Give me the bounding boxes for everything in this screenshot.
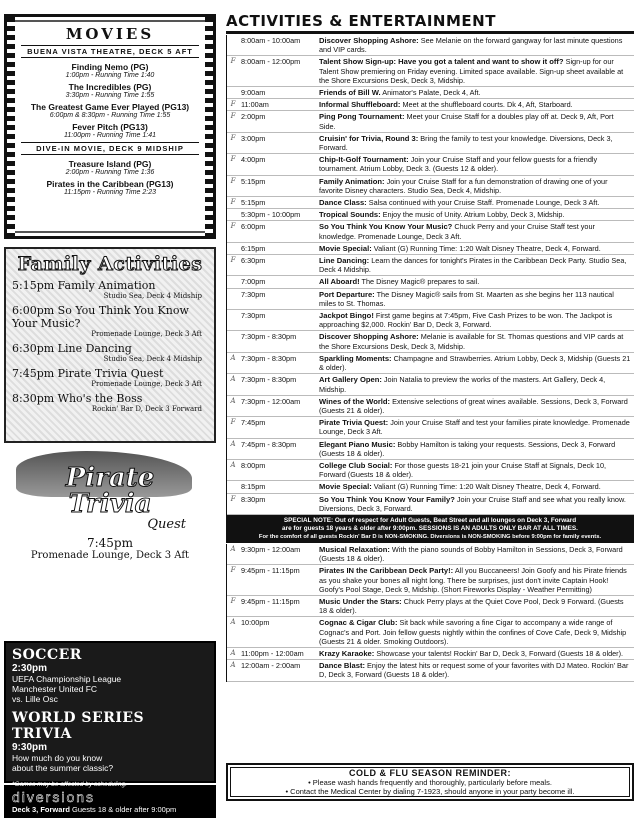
- event-description: [319, 210, 634, 219]
- schedule-row: [227, 439, 634, 460]
- schedule-row: [227, 331, 634, 352]
- games-note: *Games may be affected by scheduling.: [12, 781, 127, 788]
- event-details: Animator's Palate, Deck 4, Aft.: [380, 88, 481, 98]
- event-name: Cognac & Cigar Club:: [319, 618, 398, 628]
- schedule-row: [227, 289, 634, 310]
- event-time: 8:00am - 10:00am: [241, 36, 301, 45]
- movies-box: [4, 14, 216, 239]
- movie-name: Finding Nemo (PG): [71, 62, 149, 72]
- event-description: [319, 618, 634, 646]
- movie-time: 2:00pm - Running Time 1:36: [65, 169, 155, 176]
- sidebar: [4, 14, 216, 818]
- schedule-row: [227, 99, 634, 111]
- cold-item: • Contact the Medical Center by dialing 7-1923, should anyone in your party become ill.: [285, 787, 575, 796]
- event-details: For those guests 18-21 join your Cruise Staff at Signals, Deck 10, Forward (Guests 18 & older).: [319, 460, 607, 480]
- pirate-time: 7:45pm: [86, 536, 133, 550]
- event-name: Tropical Sounds:: [319, 210, 381, 220]
- event-name: Sparkling Moments:: [319, 353, 392, 363]
- movie-item: [15, 102, 205, 119]
- diversions-banner: [4, 785, 216, 818]
- event-name: Movie Special:: [319, 482, 372, 492]
- movie-time: 11:15pm - Running Time 2:23: [63, 189, 157, 196]
- audience-icon: A: [230, 618, 236, 627]
- event-time: 7:30pm - 8:30pm: [241, 375, 297, 385]
- event-details: Sign-up for our Talent Show premiering on Friday evening. Limited space available. Sign-up sheet available at the Shore Excursions Desk, Deck 3, Midship.: [319, 57, 624, 85]
- event-time: 5:15pm: [241, 176, 266, 186]
- event-time: 8:00pm: [241, 460, 266, 470]
- movie-name: Pirates in the Caribbean (PG13): [46, 179, 174, 189]
- event-description: [319, 290, 634, 308]
- event-name: Musical Relaxation:: [319, 544, 390, 554]
- event-description: [319, 57, 634, 85]
- schedule-row: [227, 276, 634, 288]
- event-details: First game begins at 7:45pm, Five Cash Prizes to be won. The Jackpot is approaching $2,000. Rockin' Bar D, Deck 3, Forward.: [319, 311, 613, 330]
- world-series-line: How much do you know: [12, 753, 103, 763]
- film-strip-right: [205, 17, 213, 236]
- event-description: [319, 134, 634, 152]
- event-name: Cruisin' for Trivia, Round 3:: [319, 133, 419, 143]
- event-description: [319, 155, 634, 173]
- schedule-list: [226, 35, 634, 515]
- event-description: [319, 332, 634, 350]
- event-time: 7:30pm - 8:30pm: [241, 332, 297, 342]
- audience-icon: A: [230, 439, 236, 448]
- pirate-trivia-box: [4, 451, 216, 633]
- event-time: 6:15pm: [241, 243, 266, 253]
- family-item-location: Promenade Lounge, Deck 3 Aft: [91, 380, 202, 388]
- event-description: [319, 545, 634, 563]
- event-details: See Melanie on the forward gangway for last minute questions and VIP cards.: [319, 36, 623, 55]
- movie-time: 11:00pm - Running Time 1:41: [63, 132, 157, 139]
- event-time: 8:00am - 12:00pm: [241, 57, 301, 67]
- audience-icon: F: [230, 256, 236, 265]
- event-details: Learn the dances for tonight's Pirates in the Caribbean Deck Party. Studio Sea, Deck 4 Midship.: [319, 256, 627, 275]
- schedule-row: [227, 154, 634, 175]
- event-details: Join your Cruise Staff and see what you really know. Diversions, Deck 3, Forward.: [319, 494, 626, 513]
- event-details: Meet at the shuffleboard courts. Dk 4, Aft, Starboard.: [400, 100, 573, 110]
- event-time: 8:15pm: [241, 482, 266, 492]
- event-time: 5:15pm: [241, 198, 266, 208]
- audience-icon: [227, 88, 239, 97]
- event-name: Movie Special:: [319, 243, 372, 253]
- event-name: Art Gallery Open:: [319, 375, 382, 385]
- soccer-box: [4, 641, 216, 788]
- schedule-row: [227, 353, 634, 374]
- audience-icon: A: [230, 544, 236, 553]
- event-description: [319, 198, 634, 207]
- event-name: Ping Pong Tournament:: [319, 112, 405, 122]
- event-description: [319, 222, 634, 240]
- audience-icon: A: [230, 648, 236, 657]
- event-time: 7:45pm: [241, 418, 266, 428]
- diversions-location: Deck 3, Forward Guests 18 & older after 9:00pm: [12, 805, 177, 814]
- soccer-line: Manchester United FC: [12, 684, 98, 694]
- family-item-location: Rockin' Bar D, Deck 3 Forward: [91, 405, 202, 413]
- event-time: 9:00am: [241, 88, 266, 98]
- event-details: The Disney Magic® prepares to sail.: [359, 277, 480, 287]
- audience-icon: [227, 210, 239, 219]
- movie-time: 1:00pm - Running Time 1:40: [65, 72, 155, 79]
- schedule-row: [227, 209, 634, 221]
- audience-icon: [227, 311, 239, 329]
- audience-icon: [227, 332, 239, 350]
- event-description: [319, 88, 634, 97]
- audience-icon: F: [230, 133, 236, 142]
- event-description: [319, 112, 634, 130]
- pirate-quest: Quest: [147, 517, 186, 532]
- event-time: 12:00am - 2:00am: [241, 661, 301, 671]
- audience-icon: F: [230, 198, 236, 207]
- audience-icon: [227, 290, 239, 308]
- soccer-title: SOCCER: [12, 647, 82, 663]
- event-time: 7:30pm - 8:30pm: [241, 353, 297, 363]
- pirate-location: Promenade Lounge, Deck 3 Aft: [30, 550, 190, 561]
- world-series-title: WORLD SERIES TRIVIA: [12, 710, 145, 742]
- event-details: Champagne and Strawberries. Atrium Lobby, Deck 3, Midship (Guests 21 & older).: [319, 353, 631, 373]
- event-details: Valiant (G) Running Time: 1:20 Walt Disney Theatre, Deck 4, Forward.: [371, 243, 601, 253]
- family-item-main: 6:00pm So You Think You Know Your Music?: [12, 304, 189, 330]
- event-description: [319, 244, 634, 253]
- schedule-row: [227, 255, 634, 276]
- audience-icon: F: [230, 222, 236, 231]
- event-name: Pirate Trivia Quest:: [319, 418, 389, 428]
- schedule-row: [227, 494, 634, 515]
- movie-item: [15, 62, 205, 79]
- event-name: Elegant Piano Music:: [319, 439, 396, 449]
- family-item-location: Studio Sea, Deck 4 Midship: [103, 355, 202, 363]
- schedule-row: [227, 396, 634, 417]
- movie-name: Fever Pitch (PG13): [72, 122, 148, 132]
- event-details: Salsa continued with your Cruise Staff. Promenade Lounge, Deck 3 Aft.: [366, 198, 600, 208]
- schedule-row: [227, 197, 634, 209]
- event-description: [319, 566, 634, 594]
- cold-title: COLD & FLU SEASON REMINDER:: [349, 768, 511, 778]
- family-item-main: 6:30pm Line Dancing: [12, 342, 132, 355]
- movie-name: The Incredibles (PG): [68, 82, 152, 92]
- event-name: Chip-It-Golf Tournament:: [319, 155, 409, 165]
- schedule-row: [227, 660, 634, 681]
- audience-icon: F: [230, 57, 236, 66]
- event-details: Join your Cruise Staff and your fellow guests for a friendly tournament. Atrium Lobby, Deck 3. (Guests 12 & older).: [319, 155, 598, 174]
- audience-icon: F: [230, 566, 236, 575]
- event-name: Port Departure:: [319, 289, 375, 299]
- event-description: [319, 311, 634, 329]
- audience-icon: F: [230, 112, 236, 121]
- schedule-row: [227, 417, 634, 438]
- family-item-main: 5:15pm Family Animation: [12, 279, 156, 292]
- event-details: Join your Cruise Staff for a fun demonstration of drawing one of your favorite Disney characters. Studio Sea, Deck 4, Midship.: [319, 176, 608, 195]
- event-details: Enjoy the music of Unity. Atrium Lobby, Deck 3, Midship.: [380, 210, 565, 220]
- movie-item: [15, 159, 205, 176]
- schedule-row: [227, 243, 634, 255]
- audience-icon: F: [230, 494, 236, 503]
- schedule-row: [227, 544, 634, 565]
- family-title: Family Activities: [17, 253, 203, 275]
- event-name: Jackpot Bingo!: [319, 311, 374, 321]
- event-details: Join your Cruise Staff and test your families pirate knowledge. Promenade Lounge, Deck 3 Aft.: [319, 418, 630, 437]
- event-details: Valiant (G) Running Time: 1:20 Walt Disney Theatre, Deck 4, Forward.: [371, 482, 601, 492]
- pirate-title-2: Trivia: [68, 489, 152, 519]
- activities-title: ACTIVITIES & ENTERTAINMENT: [226, 12, 634, 34]
- schedule-row: [227, 87, 634, 99]
- soccer-line: UEFA Championship League: [12, 674, 122, 684]
- movie-item: [15, 82, 205, 99]
- event-details: Join Natalia to preview the works of the masters. Art Gallery, Deck 4, Midship.: [319, 375, 606, 394]
- audience-icon: [227, 482, 239, 491]
- family-item-location: Promenade Lounge, Deck 3 Aft: [91, 330, 202, 338]
- event-description: [319, 440, 634, 458]
- event-name: Friends of Bill W.: [319, 88, 381, 98]
- event-name: So You Think You Know Your Family?: [319, 494, 455, 504]
- divein-venue: DIVE-IN MOVIE, DECK 9 MIDSHIP: [21, 142, 199, 155]
- event-description: [319, 36, 634, 54]
- family-item: [12, 392, 208, 413]
- audience-icon: A: [230, 460, 236, 469]
- movie-time: 3:30pm - Running Time 1:55: [65, 92, 155, 99]
- event-time: 7:30pm: [241, 311, 266, 321]
- movie-list: [15, 62, 205, 139]
- audience-icon: F: [230, 596, 236, 605]
- family-list: [12, 279, 208, 413]
- diversions-name: diversions: [12, 789, 96, 805]
- event-time: 11:00pm - 12:00am: [241, 648, 304, 658]
- event-name: Music Under the Stars:: [319, 596, 402, 606]
- event-details: Chuck Perry plays at the Quiet Cove Pool, Deck 9 Forward. (Guests 18 & older).: [319, 596, 624, 616]
- movies-venue: BUENA VISTA THEATRE, DECK 5 AFT: [21, 45, 199, 58]
- event-description: [319, 482, 634, 491]
- event-description: [319, 461, 634, 479]
- event-time: 10:00pm: [241, 618, 270, 628]
- event-time: 2:00pm: [241, 112, 266, 122]
- audience-icon: [227, 36, 239, 54]
- event-description: [319, 597, 634, 615]
- movie-item: [15, 122, 205, 139]
- schedule-row: [227, 221, 634, 242]
- event-name: Talent Show Sign-up: Have you got a talent and want to show it off?: [319, 57, 564, 67]
- event-name: All Aboard!: [319, 277, 360, 287]
- event-time: 7:00pm: [241, 277, 266, 287]
- event-description: [319, 397, 634, 415]
- family-activities-box: [4, 247, 216, 443]
- event-name: So You Think You Know Your Music?: [319, 222, 453, 232]
- audience-icon: A: [230, 661, 236, 670]
- event-description: [319, 277, 634, 286]
- cold-flu-reminder: [226, 763, 634, 801]
- event-name: Dance Class:: [319, 198, 367, 208]
- event-name: Krazy Karaoke:: [319, 648, 375, 658]
- movie-name: Treasure Island (PG): [68, 159, 152, 169]
- event-details: Chuck Perry and your Cruise Staff test your knowledge. Promenade Lounge, Deck 3 Aft.: [319, 222, 595, 241]
- event-name: Family Animation:: [319, 176, 385, 186]
- event-description: [319, 418, 634, 436]
- event-details: All you Buccaneers! Join Goofy and his Pirate friends as you shake your bones all night long. There be surprises, just don't invite Captain Hook! Goofy's Pool Stage, Deck 9, Midship. (Short Fireworks Display - Weather Permitting): [319, 566, 627, 594]
- schedule-row: [227, 617, 634, 648]
- event-details: Bobby Hamilton is taking your requests. Sessions, Deck 3, Forward (Guests 18 & older).: [319, 439, 616, 458]
- event-name: Pirates IN the Caribbean Deck Party!:: [319, 566, 454, 576]
- film-strip-left: [7, 17, 15, 236]
- event-time: 9:45pm - 11:15pm: [241, 596, 300, 606]
- schedule-row: [227, 565, 634, 596]
- event-description: [319, 354, 634, 372]
- schedule-row: [227, 176, 634, 197]
- event-details: Melanie is available for St. Thomas questions and VIP cards at the Shore Excursions Desk, Deck 3, Midship.: [319, 332, 624, 351]
- schedule-row: [227, 460, 634, 481]
- event-details: Enjoy the latest hits or request some of your favorites with DJ Mateo. Rockin' Bar D, Deck 3, Forward (Guests 18 & older).: [319, 661, 629, 680]
- movie-item: [15, 179, 205, 196]
- event-details: Meet your Cruise Staff for a doubles play off at. Deck 9, Aft, Port Side.: [319, 112, 614, 131]
- event-time: 7:30pm: [241, 289, 266, 299]
- audience-icon: F: [230, 155, 236, 164]
- event-details: Bring the family to test your knowledge. Diversions, Deck 3, Forward.: [319, 133, 613, 153]
- event-description: [319, 495, 634, 513]
- schedule-row: [227, 648, 634, 660]
- divein-list: [15, 159, 205, 196]
- family-item-main: 8:30pm Who's the Boss: [12, 392, 143, 405]
- event-name: Dance Blast:: [319, 661, 366, 671]
- movie-time: 6:00pm & 8:30pm - Running Time 1:55: [49, 112, 171, 119]
- family-item-main: 7:45pm Pirate Trivia Quest: [12, 367, 164, 380]
- family-item: [12, 367, 208, 388]
- family-item: [12, 342, 208, 363]
- event-description: [319, 256, 634, 274]
- schedule-row: [227, 310, 634, 331]
- event-description: [319, 177, 634, 195]
- event-name: Informal Shuffleboard:: [319, 100, 401, 110]
- event-details: Sit back while savoring a fine Cigar to accompany a wide range of Cognac's and Port. Join fellow guests nightly within the confines of Cove Cafe, Deck 9, Midship (Guests 21 & older. Smoking Outdoors).: [319, 618, 627, 646]
- schedule-row: [227, 56, 634, 87]
- event-details: With the piano sounds of Bobby Hamilton in Sessions, Deck 3, Forward (Guests 18 & older).: [319, 544, 623, 564]
- schedule-row: [227, 481, 634, 493]
- audience-icon: A: [230, 353, 236, 362]
- event-details: Extensive selections of great wines available. Sessions, Deck 3, Forward (Guests 21 & older).: [319, 396, 628, 415]
- event-name: College Club Social:: [319, 460, 393, 470]
- family-item: [12, 304, 208, 338]
- event-time: 3:00pm: [241, 133, 266, 143]
- event-details: Showcase your talents! Rockin' Bar D, Deck 3, Forward (Guests 18 & older).: [374, 648, 624, 658]
- schedule-list-late: [226, 544, 634, 682]
- event-time: 11:00am: [241, 100, 269, 110]
- event-time: 6:00pm: [241, 222, 266, 232]
- activities-section: [226, 12, 634, 682]
- event-name: Discover Shopping Ashore:: [319, 36, 419, 45]
- special-note: SPECIAL NOTE: Out of respect for Adult Guests, Beat Street and all lounges on Deck 3, Forward are for guests 18 years & older after 9:00pm. SESSIONS IS AN ADULTS ONLY BAR AT ALL TIMES. For the comfort of all guests Rockin' Bar D is NON-SMOKING. Diversions is NON-SMOKING before 9:00pm for family events.: [226, 515, 634, 543]
- event-name: Wines of the World:: [319, 396, 391, 406]
- audience-icon: F: [230, 100, 236, 109]
- family-item: [12, 279, 208, 300]
- audience-icon: [227, 277, 239, 286]
- event-time: 7:45pm - 8:30pm: [241, 439, 297, 449]
- movie-name: The Greatest Game Ever Played (PG13): [30, 102, 190, 112]
- event-name: Line Dancing:: [319, 256, 370, 266]
- event-time: 5:30pm - 10:00pm: [241, 210, 301, 220]
- world-series-line: about the summer classic?: [12, 763, 114, 773]
- event-time: 6:30pm: [241, 256, 266, 266]
- schedule-row: [227, 596, 634, 617]
- event-description: [319, 661, 634, 679]
- schedule-row: [227, 374, 634, 395]
- event-name: Discover Shopping Ashore:: [319, 332, 419, 342]
- movies-title: MOVIES: [65, 25, 155, 43]
- audience-icon: F: [230, 176, 236, 185]
- event-description: [319, 649, 634, 658]
- event-time: 9:45pm - 11:15pm: [241, 566, 300, 576]
- family-item-location: Studio Sea, Deck 4 Midship: [103, 292, 202, 300]
- soccer-time: 2:30pm: [12, 663, 48, 674]
- event-time: 8:30pm: [241, 494, 266, 504]
- schedule-row: [227, 133, 634, 154]
- event-description: [319, 100, 634, 109]
- audience-icon: A: [230, 396, 236, 405]
- audience-icon: [227, 244, 239, 253]
- schedule-row: [227, 35, 634, 56]
- audience-icon: A: [230, 375, 236, 384]
- pirate-title-1: Pirate: [65, 463, 155, 493]
- world-series-time: 9:30pm: [12, 742, 48, 753]
- cold-item: • Please wash hands frequently and thoroughly, particularly before meals.: [308, 778, 552, 787]
- event-time: 9:30pm - 12:00am: [241, 544, 301, 554]
- event-details: The Disney Magic® sails from St. Maarten as she begins her 113 nautical miles to St. Thomas.: [319, 289, 614, 308]
- audience-icon: F: [230, 418, 236, 427]
- event-time: 7:30pm - 12:00am: [241, 396, 301, 406]
- schedule-row: [227, 111, 634, 132]
- soccer-line: vs. Lille Osc: [12, 694, 58, 704]
- event-description: [319, 375, 634, 393]
- event-time: 4:00pm: [241, 155, 266, 165]
